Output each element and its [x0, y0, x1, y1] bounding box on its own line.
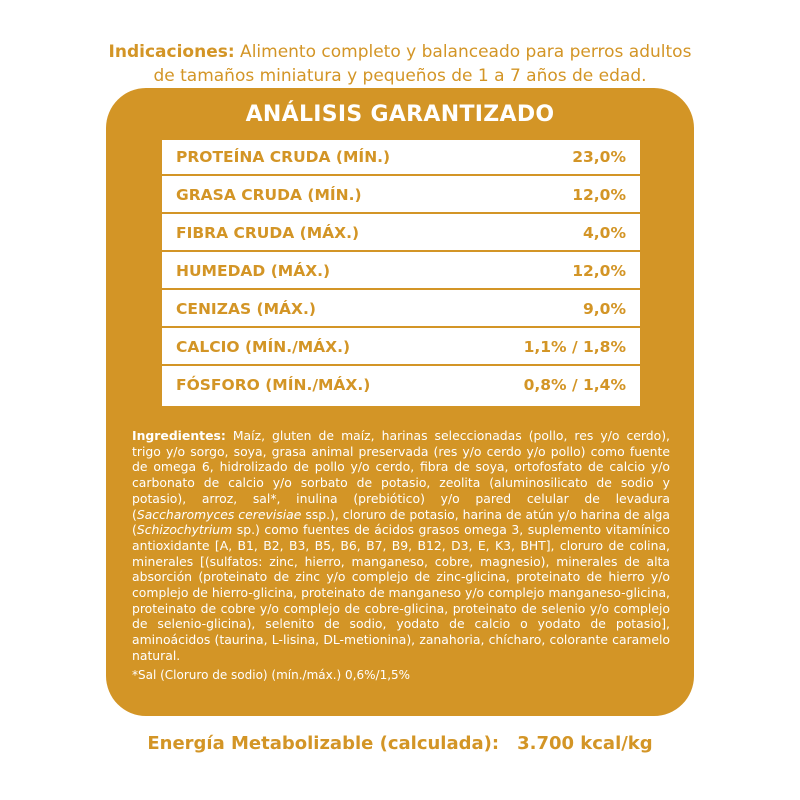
energy-label: Energía Metabolizable (calculada):	[147, 733, 500, 754]
analysis-title: ANÁLISIS GARANTIZADO	[245, 102, 555, 127]
row-value: 9,0%	[583, 300, 626, 318]
table-row	[162, 368, 640, 404]
table-row	[162, 216, 640, 252]
indications-line2: de tamaños miniatura y pequeños de 1 a 7 años de edad.	[153, 66, 647, 86]
table-row	[162, 292, 640, 328]
row-label: FIBRA CRUDA (MÁX.)	[176, 224, 360, 242]
ingredients-part-b: ssp.), cloruro de potasio, harina de atún y/o harina de alga (	[132, 506, 671, 538]
row-value: 23,0%	[572, 148, 626, 166]
row-value: 4,0%	[583, 224, 626, 242]
analysis-table	[162, 140, 640, 406]
row-label: FÓSFORO (MÍN./MÁX.)	[176, 376, 371, 394]
energy-line	[0, 733, 800, 754]
row-label: HUMEDAD (MÁX.)	[176, 262, 331, 280]
row-value: 0,8% / 1,4%	[523, 376, 626, 394]
row-value: 12,0%	[572, 186, 626, 204]
indications-label: Indicaciones:	[108, 42, 235, 62]
row-label: CENIZAS (MÁX.)	[176, 300, 316, 318]
ingredients-italic-a: Saccharomyces cerevisiae	[136, 506, 302, 522]
indications-line1: Alimento completo y balanceado para perros adultos	[234, 42, 692, 62]
ingredients-part-a: Maíz, gluten de maíz, harinas seleccionadas (pollo, res y/o cerdo), trigo y/o sorgo, soya, grasa animal preservada (res y/o cerdo y/o pollo) como fuente de omega 6, hidrolizado de pollo y/o cerdo, fibra de soya, ortofosfato de calcio y/o carbonato de calcio y/o sorbato de potasio, zeolita (aluminosilicato de sodio y potasio), arroz, sal*, inulina (prebiótico) y/o pared celular de levadura (	[132, 428, 670, 522]
energy-value: 3.700 kcal/kg	[517, 733, 653, 754]
ingredients-label: Ingredientes:	[132, 428, 226, 443]
ingredients-part-c: sp.) como fuentes de ácidos grasos omega 3, suplemento vitamínico antioxidante [A, B1, B2, B3, B5, B6, B7, B9, B12, D3, E, K3, BHT], cloruro de colina, minerales [(sulfatos: zinc, hierro, manganeso, cobre, magnesio), minerales de alta absorción (proteinato de zinc y/o complejo de zinc-glicina, proteinato de hierro y/o complejo de hierro-glicina, proteinato de manganeso y/o complejo manganeso-glicina, proteinato de cobre y/o complejo de cobre-glicina, proteinato de selenio y/o complejo de selenio-glicina), selenito de sodio, yodato de calcio o yodato de potasio], aminoácidos (taurina, L-lisina, DL-metionina), zanahoria, chícharo, colorante caramelo natural.	[132, 522, 670, 663]
table-row	[162, 254, 640, 290]
salt-note: *Sal (Cloruro de sodio) (mín./máx.) 0,6%/1,5%	[132, 668, 411, 682]
row-label: CALCIO (MÍN./MÁX.)	[176, 338, 351, 356]
row-label: GRASA CRUDA (MÍN.)	[176, 186, 362, 204]
ingredients-italic-b: Schizochytrium	[136, 522, 233, 538]
row-value: 1,1% / 1,8%	[523, 338, 626, 356]
table-row	[162, 330, 640, 366]
row-value: 12,0%	[572, 262, 626, 280]
ingredients-text	[132, 428, 670, 664]
row-label: PROTEÍNA CRUDA (MÍN.)	[176, 148, 391, 166]
table-row	[162, 178, 640, 214]
table-row	[162, 140, 640, 176]
indications-text	[100, 40, 700, 88]
